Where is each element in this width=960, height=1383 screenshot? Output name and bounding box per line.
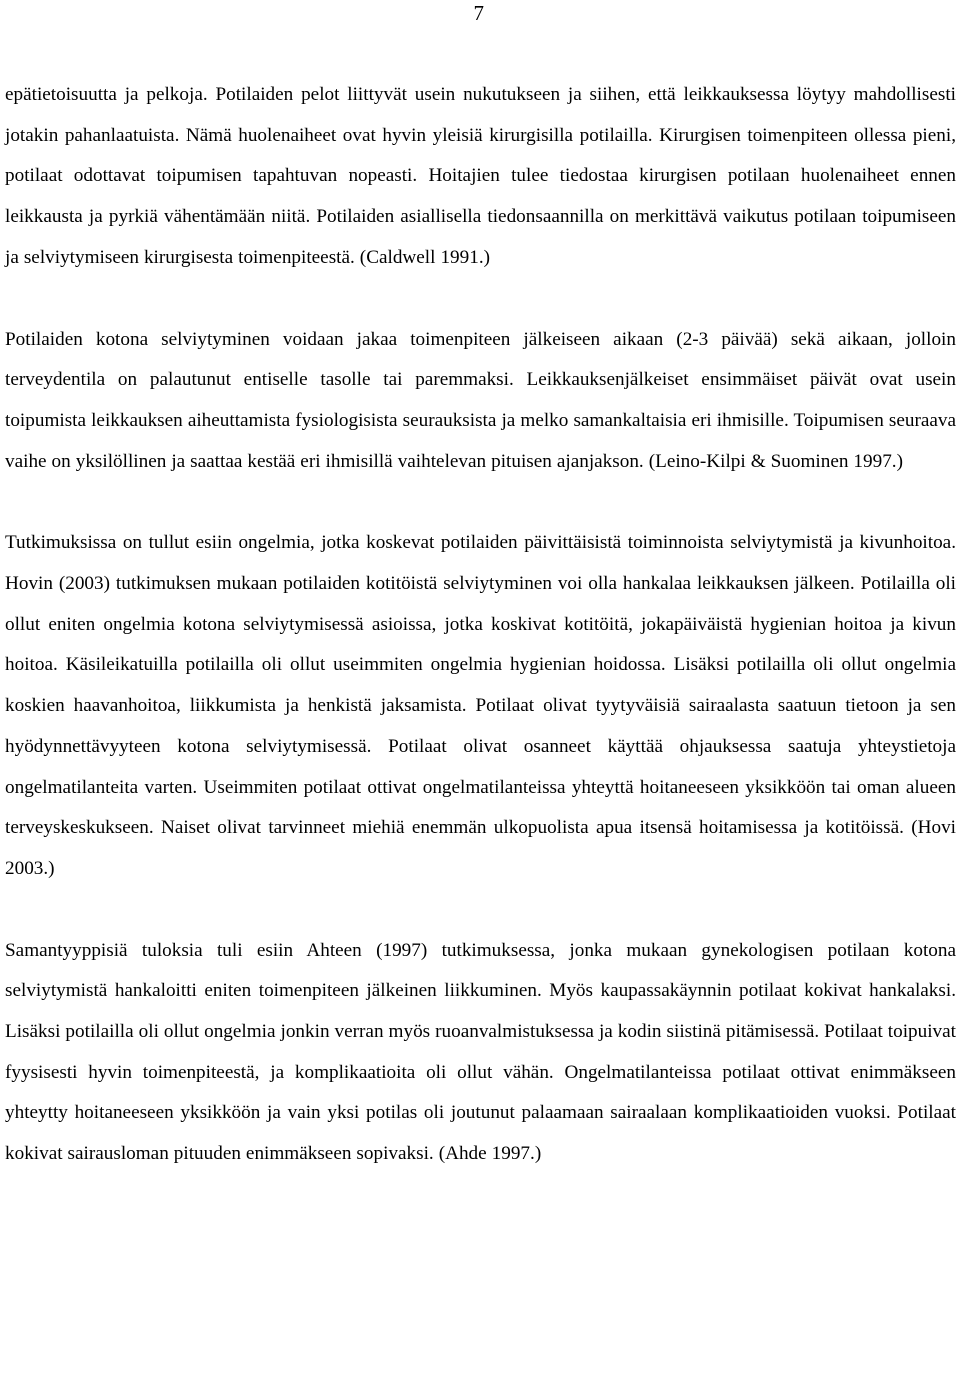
paragraph-research-problems: Tutkimuksissa on tullut esiin ongelmia, jotka koskevat potilaiden päivittäisistä toiminnoista selviytymistä ja kivunhoitoa. Hovin (2003) tutkimuksen mukaan potilaiden kotitöistä selviytyminen voi olla hankalaa leikkauksen jälkeen. Potilailla oli ollut eniten ongelmia kotona selviytymisessä asioissa, jotka koskivat kotitöitä, jokapäiväistä hygienian hoitoa ja kivun hoitoa. Käsileikatuilla potilailla oli ollut useimmiten ongelmia hygienian hoidossa. Lisäksi potilailla oli ollut ongelmia koskien haavanhoitoa, liikkumista ja henkistä jaksamista. Potilaat olivat tyytyväisiä sairaalasta saatuun tietoon ja sen hyödynnettävyyteen kotona selviytymisessä. Potilaat olivat osanneet käyttää ohjauksessa saatuja yhteystietoja ongelmatilanteita varten. Useimmiten potilaat ottivat ongelmatilanteissa yhteyttä hoitaneeseen yksikköön tai oman alueen terveyskeskukseen. Naiset olivat tarvinneet miehiä enemmän ulkopuolista apua itsensä hoitamisessa ja kotitöissä. (Hovi 2003.): [5, 532, 956, 879]
document-body: [5, 75, 956, 1175]
page-number: 7: [473, 1, 484, 25]
paragraph-patient-fears: epätietoisuutta ja pelkoja. Potilaiden pelot liittyvät usein nukutukseen ja siihen, että leikkauksessa löytyy mahdollisesti jotakin pahanlaatuista. Nämä huolenaiheet ovat hyvin yleisiä kirurgisilla potilailla. Kirurgisen toimenpiteen ollessa pieni, potilaat odottavat toipumisen tapahtuvan nopeasti. Hoitajien tulee tiedostaa kirurgisen potilaan huolenaiheet ennen leikkausta ja pyrkiä vähentämään niitä. Potilaiden asiallisella tiedonsaannilla on merkittävä vaikutus potilaan toipumiseen ja selviytymiseen kirurgisesta toimenpiteestä. (Caldwell 1991.): [5, 84, 956, 268]
paragraph-similar-results: Samantyyppisiä tuloksia tuli esiin Ahteen (1997) tutkimuksessa, jonka mukaan gynekologisen potilaan kotona selviytymistä hankaloitti eniten toimenpiteen jälkeinen liikkuminen. Myös kaupassakäynnin potilaat kokivat hankalaksi. Lisäksi potilailla oli ollut ongelmia jonkin verran myös ruoanvalmistuksessa ja kodin siistinä pitämisessä. Potilaat toipuivat fyysisesti hyvin toimenpiteestä, ja komplikaatioita oli ollut vähän. Ongelmatilanteissa potilaat ottivat enimmäkseen yhteytty hoitaneeseen yksikköön ja vain yksi potilas oli joutunut palaamaan sairaalaan komplikaatioiden vuoksi. Potilaat kokivat sairausloman pituuden enimmäkseen sopivaksi. (Ahde 1997.): [5, 939, 956, 1165]
paragraph-home-recovery: Potilaiden kotona selviytyminen voidaan jakaa toimenpiteen jälkeiseen aikaan (2-3 päivää) sekä aikaan, jolloin terveydentila on palautunut entiselle tasolle tai paremmaksi. Leikkauksenjälkeiset ensimmäiset päivät ovat usein toipumista leikkauksen aiheuttamista fysiologisista seurauksista ja melko samankaltaisia eri ihmisille. Toipumisen seuraava vaihe on yksilöllinen ja saattaa kestää eri ihmisillä vaihtelevan pituisen ajanjakson. (Leino-Kilpi & Suominen 1997.): [5, 328, 956, 472]
